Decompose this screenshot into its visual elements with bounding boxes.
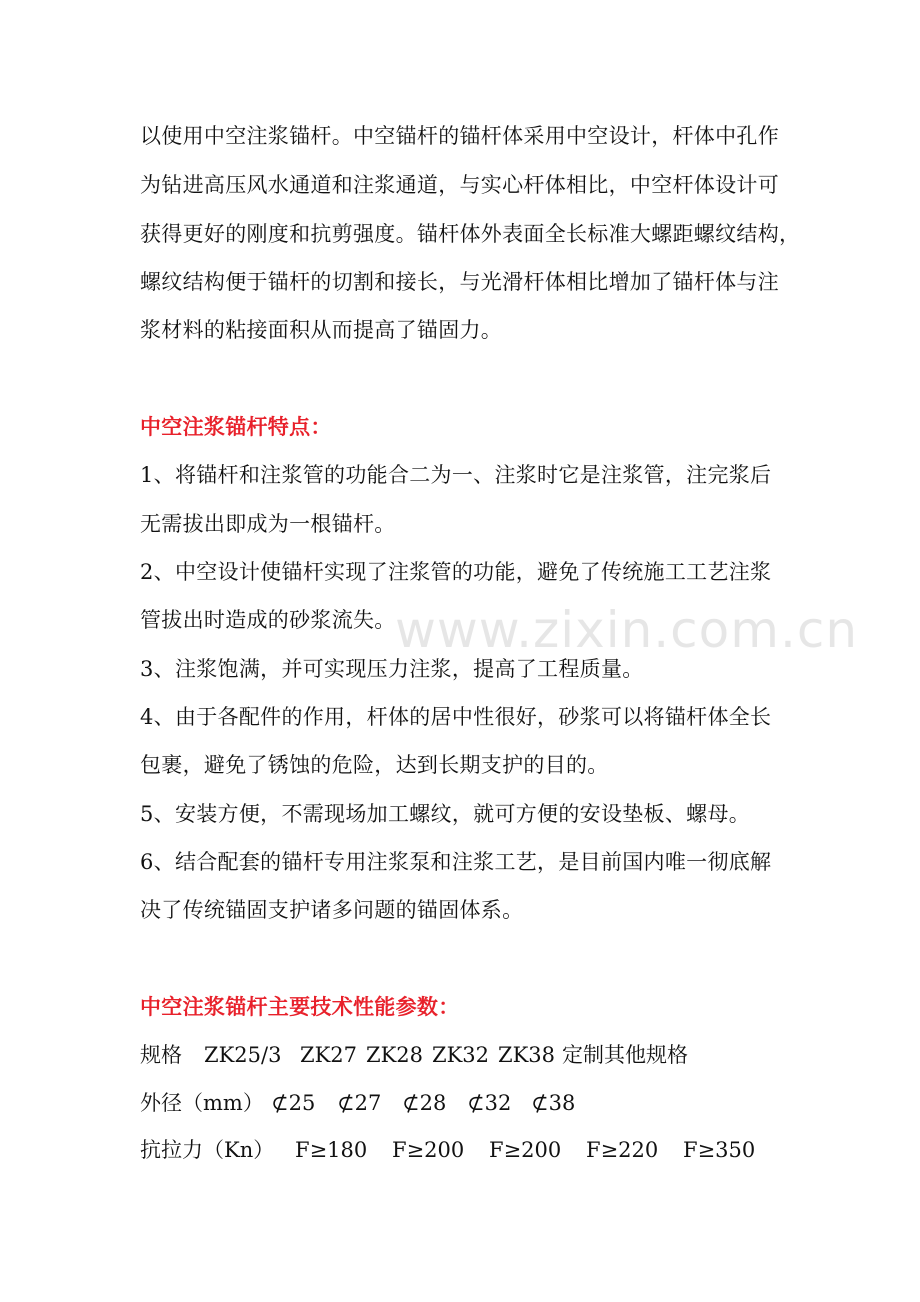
spec-value: ⊄28	[402, 1091, 447, 1115]
spec-value: ⊄25	[271, 1091, 316, 1115]
spec-value: F≥200	[392, 1138, 465, 1162]
feature-line: 决了传统锚固支护诸多问题的锚固体系。	[140, 898, 524, 922]
spec-value: ⊄27	[337, 1091, 382, 1115]
intro-line: 为钻进高压风水通道和注浆通道，与实心杆体相比，中空杆体设计可	[140, 173, 779, 197]
intro-line: 浆材料的粘接面积从而提高了锚固力。	[140, 318, 503, 342]
spec-label: 外径（mm）	[140, 1091, 264, 1115]
feature-line: 管拔出时造成的砂浆流失。	[140, 608, 396, 632]
intro-line: 以使用中空注浆锚杆。中空锚杆的锚杆体采用中空设计，杆体中孔作	[140, 124, 779, 148]
feature-line: 包裹，避免了锈蚀的危险，达到长期支护的目的。	[140, 753, 609, 777]
feature-line: 2、中空设计使锚杆实现了注浆管的功能，避免了传统施工工艺注浆	[140, 560, 772, 584]
specs-heading: 中空注浆锚杆主要技术性能参数：	[140, 994, 460, 1019]
spec-value: 定制其他规格	[562, 1043, 688, 1067]
feature-line: 6、结合配套的锚杆专用注浆泵和注浆工艺，是目前国内唯一彻底解	[140, 850, 772, 874]
spec-value: ZK28	[366, 1043, 424, 1067]
feature-line: 5、安装方便，不需现场加工螺纹，就可方便的安设垫板、螺母。	[140, 802, 751, 826]
spec-value: F≥220	[586, 1138, 659, 1162]
feature-line: 无需拔出即成为一根锚杆。	[140, 512, 396, 536]
feature-line: 1、将锚杆和注浆管的功能合二为一、注浆时它是注浆管，注完浆后	[140, 463, 772, 487]
spec-value: ⊄38	[531, 1091, 576, 1115]
intro-line: 获得更好的刚度和抗剪强度。锚杆体外表面全长标准大螺距螺纹结构，	[140, 222, 801, 246]
spec-value: F≥200	[489, 1138, 562, 1162]
feature-line: 3、注浆饱满，并可实现压力注浆，提高了工程质量。	[140, 657, 644, 681]
spec-label: 抗拉力（Kn）	[140, 1138, 275, 1162]
features-heading: 中空注浆锚杆特点：	[140, 414, 332, 439]
spec-label: 规格	[140, 1043, 182, 1067]
spec-value: F≥180	[295, 1138, 368, 1162]
spec-value: F≥350	[683, 1138, 756, 1162]
spec-value: ZK27	[300, 1043, 358, 1067]
spec-value: ZK32	[432, 1043, 490, 1067]
watermark: www.zixin.com.cn	[395, 601, 859, 659]
spec-value: ZK38	[498, 1043, 556, 1067]
spec-value: ZK25/3	[204, 1043, 282, 1067]
feature-line: 4、由于各配件的作用，杆体的居中性很好，砂浆可以将锚杆体全长	[140, 705, 772, 729]
spec-value: ⊄32	[467, 1091, 512, 1115]
intro-line: 螺纹结构便于锚杆的切割和接长，与光滑杆体相比增加了锚杆体与注	[140, 270, 779, 294]
